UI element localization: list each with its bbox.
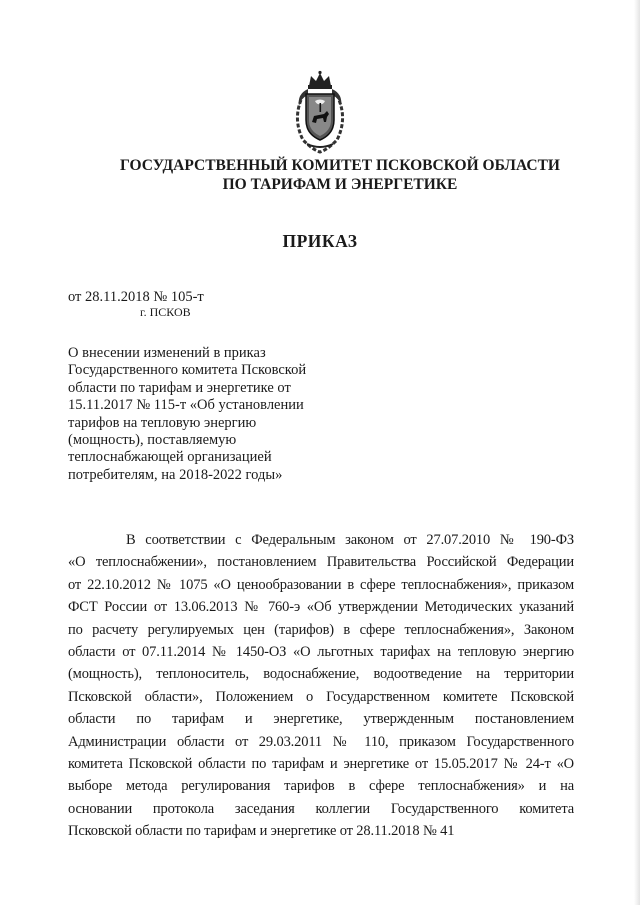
organization-name xyxy=(80,156,600,194)
subject-line: О внесении изменений в приказ xyxy=(68,345,266,361)
subject-line: (мощность), поставляемую xyxy=(68,432,237,449)
body-line: «О теплоснабжении», постановлением Правительства Российской Федерации xyxy=(68,554,574,571)
order-subject xyxy=(68,345,348,484)
body-line: (мощность), теплоноситель, водоснабжение, водоотведение на территории xyxy=(68,666,574,683)
body-line: по расчету регулируемых цен (тарифов) в сфере теплоснабжения», Законом xyxy=(68,621,574,638)
organization-name-line-1: ГОСУДАРСТВЕННЫЙ КОМИТЕТ ПСКОВСКОЙ ОБЛАСТИ xyxy=(119,157,560,174)
order-date-number: от 28.11.2018 № 105-т xyxy=(68,289,204,305)
body-line: от 22.10.2012 № 1075 «О ценообразовании в сфере теплоснабжения», приказом xyxy=(68,576,574,593)
body-line: выборе метода регулирования тарифов в сфере теплоснабжения» и на xyxy=(68,778,574,795)
body-line: области по тарифам и энергетике, утвержденным постановлением xyxy=(68,711,574,728)
order-city: г. ПСКОВ xyxy=(140,305,191,319)
body-line: основании протокола заседания коллегии Государственного комитета xyxy=(68,800,574,817)
subject-line: потребителям, на 2018-2022 годы» xyxy=(68,466,283,483)
subject-line: Государственного комитета Псковской xyxy=(68,362,307,379)
subject-line: тарифов на тепловую энергию xyxy=(68,414,257,431)
scan-edge xyxy=(634,0,640,905)
body-line: Псковской области по тарифам и энергетике от 28.11.2018 № 41 xyxy=(68,823,455,840)
subject-line: 15.11.2017 № 115-т «Об установлении xyxy=(68,397,304,414)
body-line: ФСТ России от 13.06.2013 № 760-э «Об утверждении Методических указаний xyxy=(68,599,574,616)
order-title: ПРИКАЗ xyxy=(282,231,358,251)
subject-line: теплоснабжающей организацией xyxy=(68,449,272,466)
body-line: Псковской области», Положением о Государственном комитете Псковской xyxy=(68,688,574,705)
subject-line: области по тарифам и энергетике от xyxy=(68,379,291,396)
organization-name-line-2: ПО ТАРИФАМ И ЭНЕРГЕТИКЕ xyxy=(222,176,458,193)
order-preamble xyxy=(68,529,574,843)
body-line: В соответствии с Федеральным законом от 27.07.2010 № 190-ФЗ xyxy=(126,532,574,548)
body-line: комитета Псковской области по тарифам и энергетике от 15.05.2017 № 24-т «О xyxy=(68,756,574,773)
body-line: области от 07.11.2014 № 1450-ОЗ «О льготных тарифах на тепловую энергию xyxy=(68,644,574,661)
body-line: Администрации области от 29.03.2011 № 110, приказом Государственного xyxy=(68,733,574,750)
coat-of-arms-icon xyxy=(289,70,351,154)
